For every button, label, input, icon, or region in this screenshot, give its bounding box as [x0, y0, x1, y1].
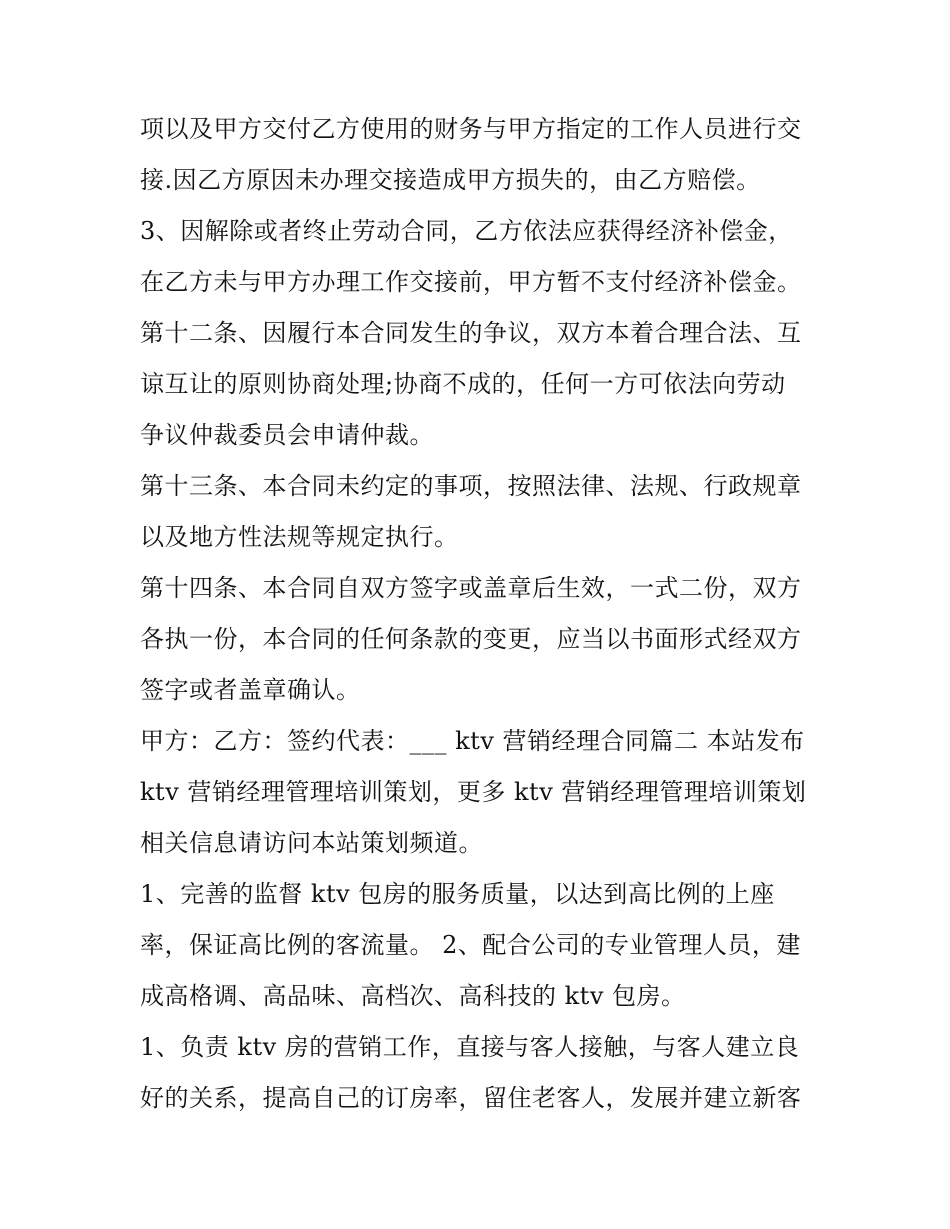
text-line: 第十三条、本合同未约定的事项，按照法律、法规、行政规章	[140, 472, 802, 500]
text-line: 第十二条、因履行本合同发生的争议，双方本着合理合法、互	[140, 319, 802, 347]
text-line: 接.因乙方原因未办理交接造成甲方损失的，由乙方赔偿。	[140, 166, 761, 194]
text-line: 好的关系，提高自己的订房率，留住老客人，发展并建立新客	[140, 1084, 802, 1112]
text-line: 甲方：乙方：签约代表：___ ktv 营销经理合同篇二 本站发布	[140, 727, 805, 755]
text-line: 1、负责 ktv 房的营销工作，直接与客人接触，与客人建立良	[140, 1033, 800, 1061]
text-line: 成高格调、高品味、高档次、高科技的 ktv 包房。	[140, 982, 686, 1010]
text-line: 项以及甲方交付乙方使用的财务与甲方指定的工作人员进行交	[140, 115, 802, 143]
text-line: 1、完善的监督 ktv 包房的服务质量，以达到高比例的上座	[140, 880, 775, 908]
text-line: 相关信息请访问本站策划频道。	[140, 829, 483, 857]
text-line: ktv 营销经理管理培训策划，更多 ktv 营销经理管理培训策划	[140, 778, 807, 806]
text-line: 各执一份，本合同的任何条款的变更，应当以书面形式经双方	[140, 625, 802, 653]
document-body	[140, 104, 820, 1124]
text-line: 率，保证高比例的客流量。 2、配合公司的专业管理人员，建	[140, 931, 801, 959]
text-line: 签字或者盖章确认。	[140, 676, 361, 704]
text-line: 谅互让的原则协商处理;协商不成的，任何一方可依法向劳动	[140, 370, 786, 398]
text-line: 3、因解除或者终止劳动合同，乙方依法应获得经济补偿金，	[140, 217, 793, 245]
text-line: 争议仲裁委员会申请仲裁。	[140, 421, 434, 449]
text-line: 以及地方性法规等规定执行。	[140, 523, 459, 551]
text-line: 在乙方未与甲方办理工作交接前，甲方暂不支付经济补偿金。	[140, 268, 802, 296]
text-line: 第十四条、本合同自双方签字或盖章后生效，一式二份，双方	[140, 574, 802, 602]
